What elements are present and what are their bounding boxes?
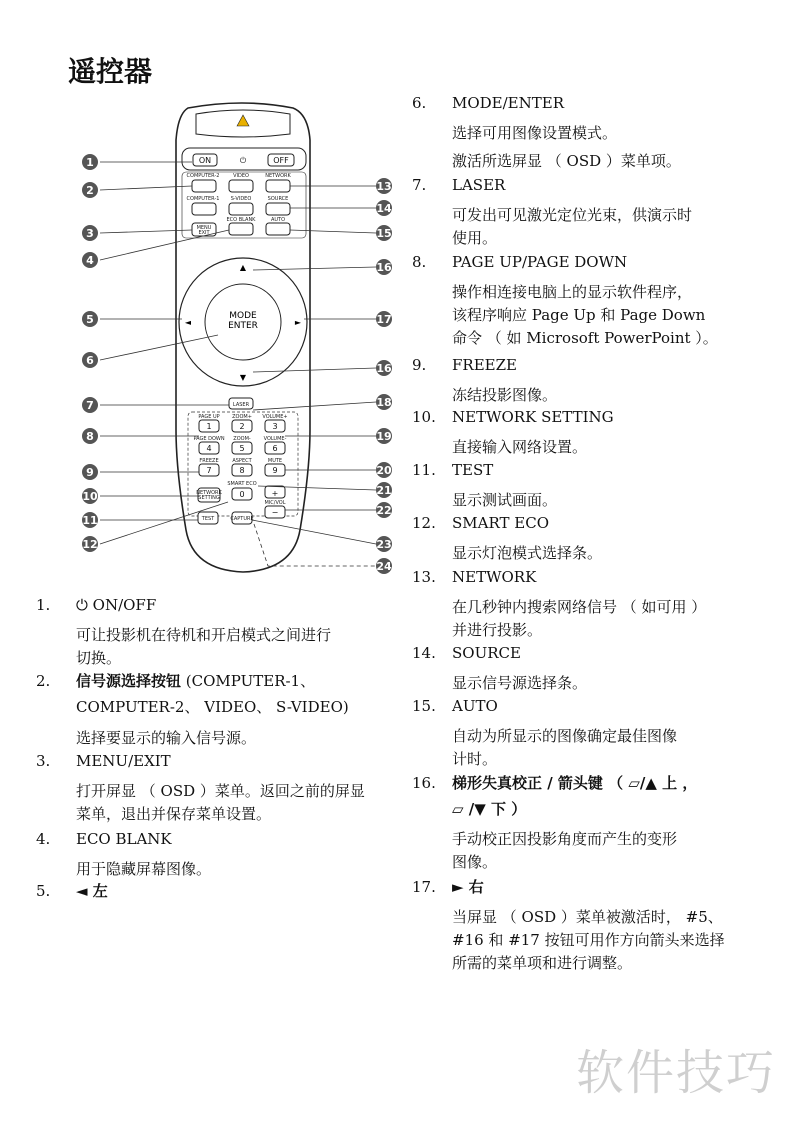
svg-text:23: 23 bbox=[376, 538, 392, 551]
enter-label: ENTER bbox=[228, 321, 258, 331]
svg-text:7: 7 bbox=[86, 399, 94, 412]
svg-text:VOLUME-: VOLUME- bbox=[263, 436, 287, 442]
svg-text:−: − bbox=[271, 508, 279, 517]
svg-text:PAGE DOWN: PAGE DOWN bbox=[193, 436, 225, 442]
svg-text:MENU: MENU bbox=[196, 225, 212, 231]
remote-control-diagram bbox=[78, 100, 408, 580]
svg-text:ZOOM+: ZOOM+ bbox=[232, 414, 252, 420]
svg-text:ZOOM-: ZOOM- bbox=[233, 436, 251, 442]
right-arrow-icon: ► bbox=[294, 318, 302, 327]
svg-text:13: 13 bbox=[376, 180, 392, 193]
svg-text:2: 2 bbox=[86, 184, 94, 197]
svg-text:6: 6 bbox=[272, 444, 278, 453]
svg-text:24: 24 bbox=[376, 560, 392, 573]
svg-text:21: 21 bbox=[376, 484, 392, 497]
svg-text:S-VIDEO: S-VIDEO bbox=[230, 196, 252, 202]
svg-text:16: 16 bbox=[376, 362, 392, 375]
svg-text:+: + bbox=[271, 489, 279, 498]
watermark: 软件技巧 bbox=[575, 1045, 776, 1101]
svg-text:SETTING: SETTING bbox=[198, 495, 220, 501]
page-title: 遥控器 bbox=[68, 55, 153, 88]
svg-text:MUTE: MUTE bbox=[267, 458, 283, 464]
svg-text:10: 10 bbox=[82, 490, 98, 503]
svg-text:COMPUTER-2: COMPUTER-2 bbox=[186, 173, 220, 179]
svg-text:TEST: TEST bbox=[201, 516, 215, 522]
svg-text:2: 2 bbox=[239, 422, 245, 431]
svg-text:AUTO: AUTO bbox=[270, 217, 286, 223]
svg-text:SMART ECO: SMART ECO bbox=[227, 481, 257, 487]
svg-text:1: 1 bbox=[206, 422, 212, 431]
svg-text:12: 12 bbox=[82, 538, 98, 551]
svg-text:5: 5 bbox=[239, 444, 245, 453]
svg-text:ECO BLANK: ECO BLANK bbox=[226, 217, 256, 223]
svg-text:COMPUTER-1: COMPUTER-1 bbox=[186, 196, 220, 202]
on-button: ON bbox=[198, 156, 212, 165]
svg-text:NETWORK: NETWORK bbox=[196, 490, 222, 496]
svg-text:4: 4 bbox=[86, 254, 94, 267]
svg-text:FREEZE: FREEZE bbox=[199, 458, 219, 464]
power-icon: ⏻ bbox=[239, 156, 247, 165]
svg-text:PAGE UP: PAGE UP bbox=[198, 414, 220, 420]
svg-text:18: 18 bbox=[376, 396, 392, 409]
svg-text:SOURCE: SOURCE bbox=[267, 196, 289, 202]
svg-text:0: 0 bbox=[239, 490, 245, 499]
svg-text:LASER: LASER bbox=[232, 402, 250, 408]
up-arrow-icon: ▲ bbox=[239, 263, 247, 272]
svg-text:11: 11 bbox=[82, 514, 98, 527]
off-button: OFF bbox=[273, 156, 289, 165]
svg-text:ASPECT: ASPECT bbox=[232, 458, 252, 464]
svg-text:3: 3 bbox=[272, 422, 278, 431]
svg-text:9: 9 bbox=[86, 466, 94, 479]
svg-text:7: 7 bbox=[206, 466, 212, 475]
down-arrow-icon: ▼ bbox=[239, 373, 247, 382]
svg-text:14: 14 bbox=[376, 202, 392, 215]
svg-text:22: 22 bbox=[376, 504, 392, 517]
svg-text:8: 8 bbox=[86, 430, 94, 443]
svg-text:19: 19 bbox=[376, 430, 392, 443]
power-icon: ⏻ bbox=[76, 596, 93, 614]
svg-text:9: 9 bbox=[272, 466, 278, 475]
svg-text:1: 1 bbox=[86, 156, 94, 169]
svg-text:15: 15 bbox=[376, 227, 392, 240]
svg-text:EXIT: EXIT bbox=[198, 230, 210, 236]
svg-text:CAPTURE: CAPTURE bbox=[230, 516, 254, 522]
svg-text:NETWORK: NETWORK bbox=[265, 173, 291, 179]
svg-text:VOLUME+: VOLUME+ bbox=[262, 414, 288, 420]
mode-label: MODE bbox=[229, 311, 257, 321]
svg-text:5: 5 bbox=[86, 313, 94, 326]
svg-text:6: 6 bbox=[86, 354, 94, 367]
svg-text:20: 20 bbox=[376, 464, 392, 477]
svg-text:16: 16 bbox=[376, 261, 392, 274]
svg-text:3: 3 bbox=[86, 227, 94, 240]
svg-text:4: 4 bbox=[206, 444, 212, 453]
left-arrow-icon: ◄ bbox=[184, 318, 192, 327]
svg-text:8: 8 bbox=[239, 466, 245, 475]
svg-text:MIC/VOL: MIC/VOL bbox=[264, 500, 286, 506]
svg-text:VIDEO: VIDEO bbox=[233, 173, 249, 179]
svg-text:17: 17 bbox=[376, 313, 392, 326]
